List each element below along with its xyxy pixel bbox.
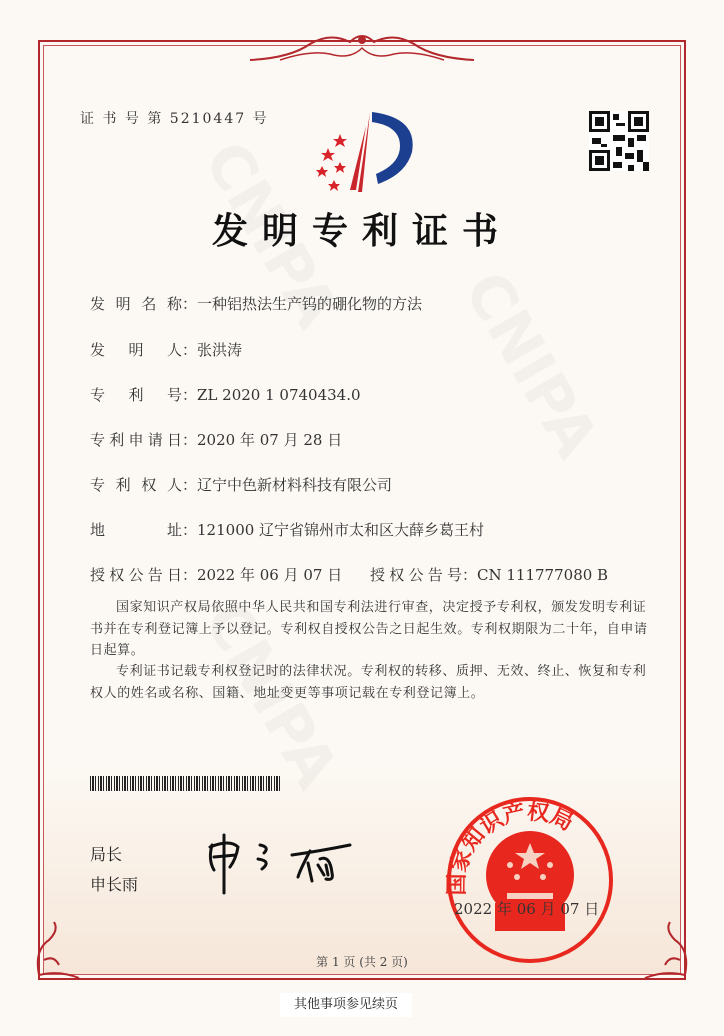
director-title: 局长 [90,845,123,864]
seal-date: 2022 年 06 月 07 日 [454,900,600,918]
field-inventor: 发明人：张洪涛 [90,341,243,359]
field-announcement-number: 授权公告号：CN 111777080 B [370,566,609,584]
field-address: 地址：121000 辽宁省锦州市太和区大薛乡葛王村 [90,521,485,539]
signature [200,825,380,895]
page-number: 第 1 页 (共 2 页) [316,955,408,969]
certificate-number: 证 书 号 第 5210447 号 [80,111,269,127]
cnipa-logo [300,104,420,196]
barcode [90,776,282,791]
field-invention-name: 发明名称：一种铝热法生产钨的硼化物的方法 [90,295,423,313]
seal-text: 国家知识产权局 [445,799,577,896]
field-patentee: 专利权人：辽宁中色新材料科技有限公司 [90,476,393,494]
statement-paragraph: 国家知识产权局依照中华人民共和国专利法进行审查，决定授予专利权，颁发发明专利证书并在专利登记簿上予以登记。专利权自授权公告之日起生效。专利权期限为二十年，自申请日起算。 [90,600,648,658]
corner-ornament [34,920,84,980]
corner-ornament [640,920,690,980]
director-name: 申长雨 [90,875,139,894]
field-grant-date: 授权公告日：2022 年 06 月 07 日 [90,566,343,584]
official-seal [445,795,615,965]
top-ornament [250,30,474,64]
page-title: 发明专利证书 [211,211,512,252]
field-patent-number: 专利号：ZL 2020 1 0740434.0 [90,386,361,404]
continuation-note: 其他事项参见续页 [280,993,412,1017]
statement-paragraph: 专利证书记载专利权登记时的法律状况。专利权的转移、质押、无效、终止、恢复和专利权人的姓名或名称、国籍、地址变更等事项记载在专利登记簿上。 [90,664,647,701]
qr-code [589,111,649,171]
field-application-date: 专利申请日：2020 年 07 月 28 日 [90,431,343,449]
